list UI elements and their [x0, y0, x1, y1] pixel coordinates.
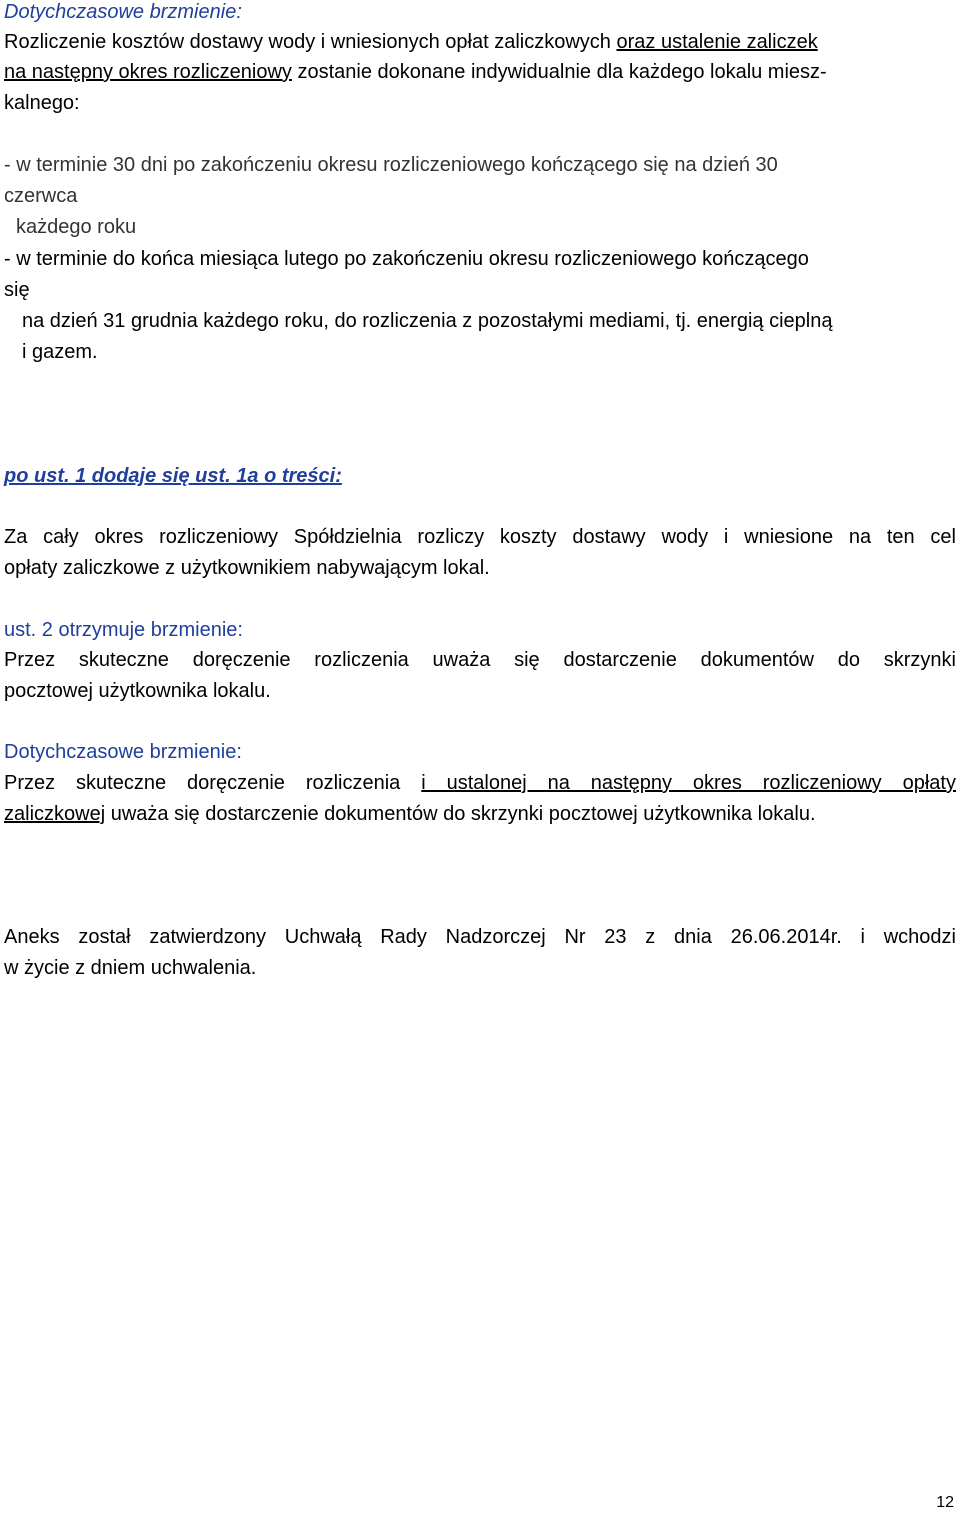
block1-line-9: na dzień 31 grudnia każdego roku, do rozliczenia z pozostałymi mediami, tj. energią cieplną: [22, 310, 833, 332]
annex-line-1: Aneks został zatwierdzony Uchwałą Rady Nadzorczej Nr 23 z dnia 26.06.2014r. i wchodzi: [4, 926, 956, 948]
block4-line-1-text: Przez skuteczne doręczenie rozliczenia: [4, 772, 422, 794]
block1-line-5: czerwca: [4, 185, 78, 207]
block4-line-2: [4, 802, 816, 826]
block1-underlined-text: oraz ustalenie zaliczek: [616, 31, 818, 53]
block3-line-1: Przez skuteczne doręczenie rozliczenia uważa się dostarczenie dokumentów do skrzynki: [4, 649, 956, 671]
block2-line-1: Za cały okres rozliczeniowy Spółdzielnia rozliczy koszty dostawy wody i wniesione na ten cel: [4, 526, 956, 548]
block4-underlined-text-2: zaliczkowej: [4, 803, 106, 825]
block3-line-2: pocztowej użytkownika lokalu.: [4, 680, 271, 702]
block1-line-3: kalnego:: [4, 92, 80, 114]
block1-line-2: [4, 60, 827, 84]
block1-line-2-text: zostanie dokonane indywidualnie dla każdego lokalu miesz-: [291, 61, 827, 83]
amendment-heading-ust2: ust. 2 otrzymuje brzmienie:: [4, 619, 243, 641]
block1-line-10: i gazem.: [22, 341, 98, 363]
block1-underlined-text-2: na następny okres rozliczeniowy: [4, 61, 292, 83]
block1-line-1: [4, 30, 818, 54]
block1-line-1-text: Rozliczenie kosztów dostawy wody i wniesionych opłat zaliczkowych: [4, 31, 617, 53]
block1-line-7: - w terminie do końca miesiąca lutego po zakończeniu okresu rozliczeniowego kończącego: [4, 248, 809, 270]
block4-line-2-text: uważa się dostarczenie dokumentów do skrzynki pocztowej użytkownika lokalu.: [105, 803, 816, 825]
block4-line-1: [4, 771, 956, 795]
block4-underlined-text: i ustalonej na następny okres rozliczeniowy opłaty: [421, 772, 956, 794]
block1-line-6: każdego roku: [16, 216, 137, 238]
annex-line-2: w życie z dniem uchwalenia.: [4, 957, 257, 979]
page-number: 12: [936, 1494, 954, 1511]
previous-wording-heading: Dotychczasowe brzmienie:: [4, 1, 242, 23]
block1-line-8: się: [4, 279, 30, 301]
block1-line-4: - w terminie 30 dni po zakończeniu okresu rozliczeniowego kończącego się na dzień 30: [4, 154, 778, 176]
previous-wording-heading-2: Dotychczasowe brzmienie:: [4, 741, 242, 763]
amendment-heading-1a: po ust. 1 dodaje się ust. 1a o treści:: [4, 465, 342, 487]
block2-line-2: opłaty zaliczkowe z użytkownikiem nabywającym lokal.: [4, 557, 490, 579]
